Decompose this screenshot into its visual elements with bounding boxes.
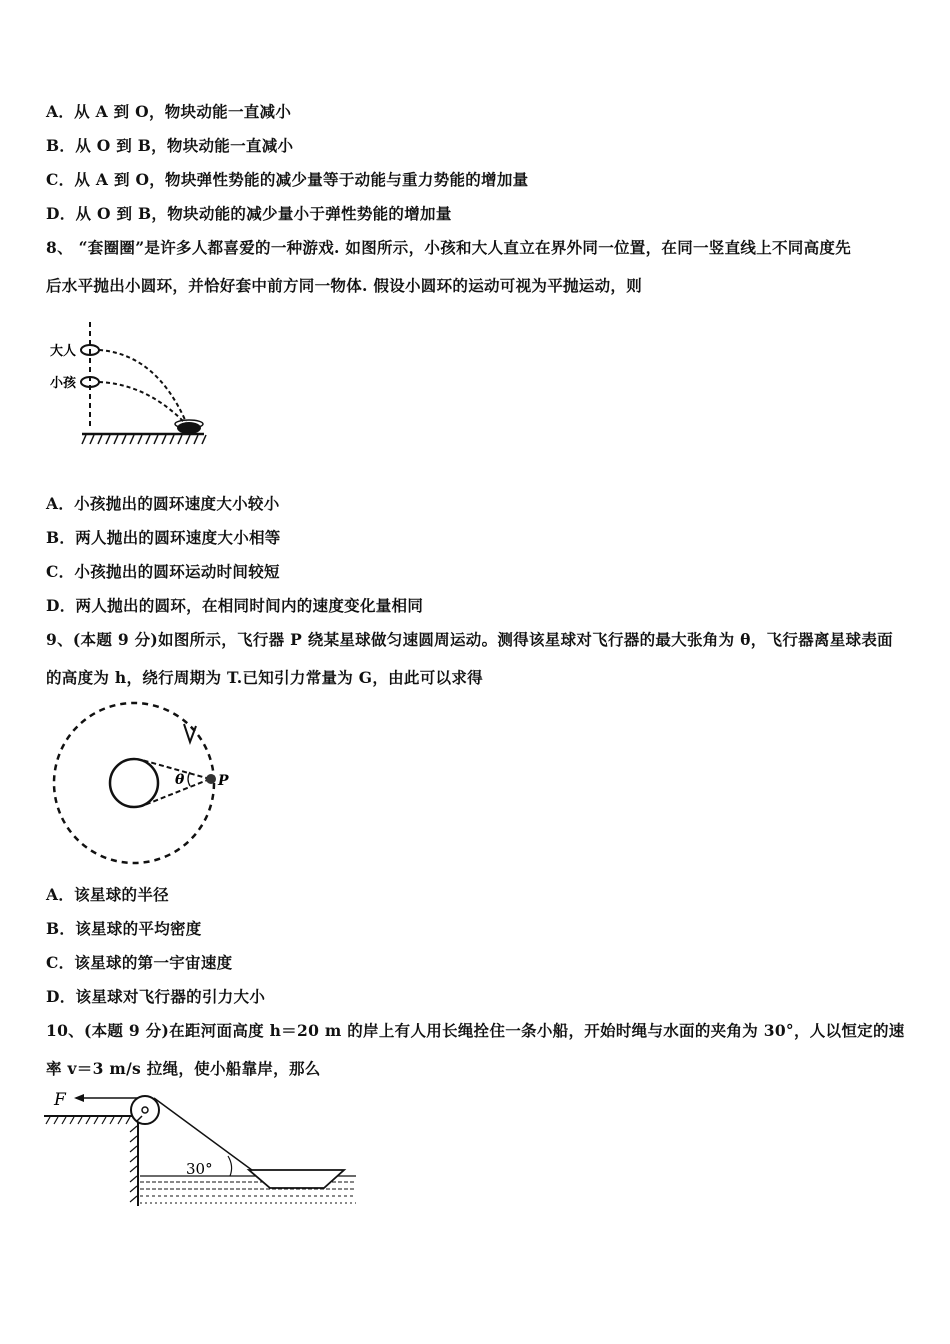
q10-stem-line1: 10、(本题 9 分)在距河面高度 h＝20 m 的岸上有人用长绳拴住一条小船，开始时绳与水面的夹角为 30°，人以恒定的速 <box>46 1021 905 1040</box>
aircraft-point <box>206 774 216 784</box>
q9-option-d: D．该星球对飞行器的引力大小 <box>46 987 266 1006</box>
q8-option-a: A．小孩抛出的圆环速度大小较小 <box>46 494 280 513</box>
boat <box>249 1170 344 1188</box>
q8-option-d: D．两人抛出的圆环，在相同时间内的速度变化量相同 <box>46 596 424 615</box>
point-p-label: P <box>218 773 229 789</box>
q9-stem-line2: 的高度为 h，绕行周期为 T.已知引力常量为 G，由此可以求得 <box>46 668 483 687</box>
q9-option-c: C．该星球的第一宇宙速度 <box>46 953 233 972</box>
q10-figure <box>44 1086 364 1216</box>
theta-label: θ <box>175 772 185 788</box>
orbit-circle <box>54 703 214 863</box>
q7-option-b: B．从 O 到 B，物块动能一直减小 <box>46 136 294 155</box>
q9-figure <box>50 700 240 870</box>
q9-option-b: B．该星球的平均密度 <box>46 919 202 938</box>
angle-arc <box>228 1156 232 1176</box>
orbit-arrow-icon <box>184 724 196 742</box>
q8-option-c: C．小孩抛出的圆环运动时间较短 <box>46 562 280 581</box>
pulley-wheel <box>131 1096 159 1124</box>
ground-hatch <box>82 435 206 444</box>
child-label: 小孩 <box>50 376 77 391</box>
q10-stem-line2: 率 v＝3 m/s 拉绳，使小船靠岸，那么 <box>46 1059 321 1078</box>
adult-label: 大人 <box>50 344 77 359</box>
q8-option-b: B．两人抛出的圆环速度大小相等 <box>46 528 281 547</box>
force-label: F <box>54 1090 66 1110</box>
q7-option-c: C．从 A 到 O，物块弹性势能的减少量等于动能与重力势能的增加量 <box>46 170 529 189</box>
q7-option-a: A．从 A 到 O，物块动能一直减小 <box>46 102 292 121</box>
q9-option-a: A．该星球的半径 <box>46 885 169 904</box>
angle-label: 30° <box>186 1160 213 1178</box>
child-trajectory <box>99 382 184 422</box>
planet-circle <box>110 759 158 807</box>
q8-stem-line1: 8、 “套圈圈”是许多人都喜爱的一种游戏. 如图所示，小孩和大人直立在界外同一位置，在同一竖直线上不同高度先 <box>46 238 852 257</box>
q8-stem-line2: 后水平抛出小圆环，并恰好套中前方同一物体. 假设小圆环的运动可视为平抛运动，则 <box>46 276 642 295</box>
q7-option-d: D．从 O 到 B，物块动能的减少量小于弹性势能的增加量 <box>46 204 452 223</box>
q8-figure <box>46 318 216 448</box>
q9-stem-line1: 9、(本题 9 分)如图所示，飞行器 P 绕某星球做匀速圆周运动。测得该星球对飞行器的最大张角为 θ，飞行器离星球表面 <box>46 630 893 649</box>
